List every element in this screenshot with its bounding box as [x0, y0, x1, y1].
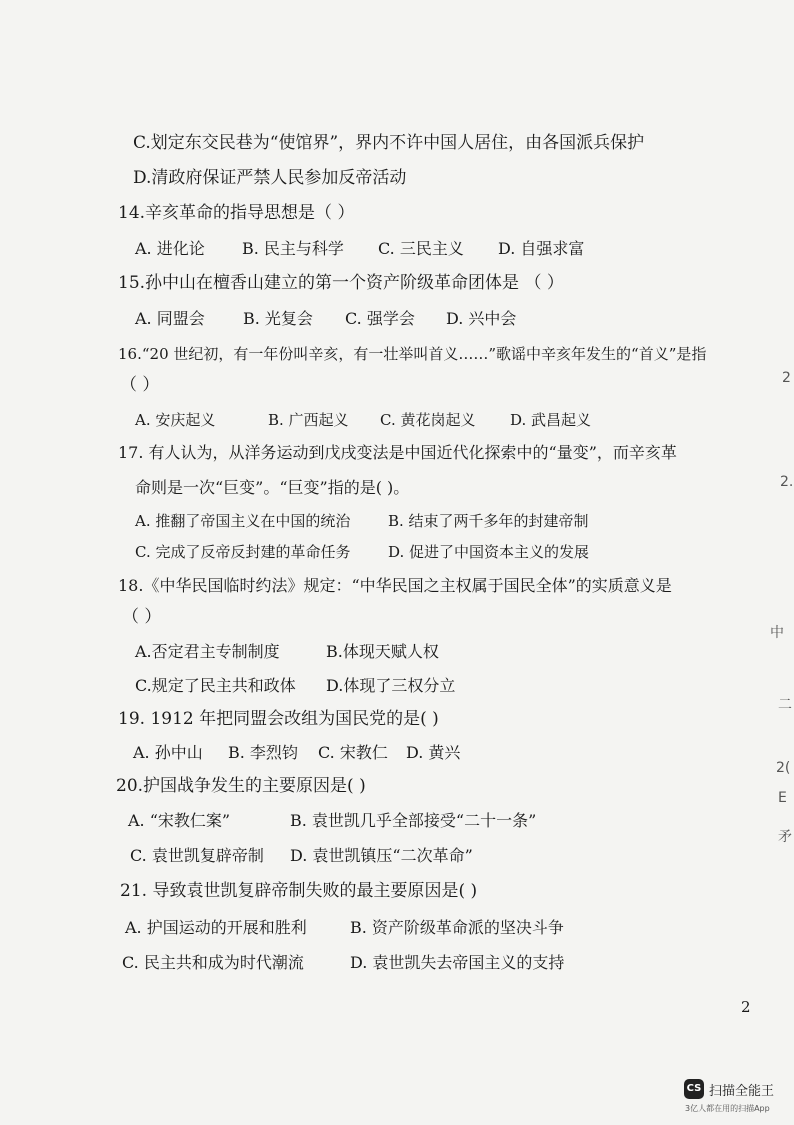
q20-option-c: C. 袁世凯复辟帝制 [130, 846, 264, 865]
q13-option-d: D.清政府保证严禁人民参加反帝活动 [133, 168, 407, 188]
q15-option-d: D. 兴中会 [446, 309, 517, 328]
q21-stem: 21. 导致袁世凯复辟帝制失败的最主要原因是( ) [120, 881, 478, 901]
edge-mark: 2 [782, 370, 791, 386]
q16-option-d: D. 武昌起义 [510, 411, 592, 429]
q14-option-a: A. 进化论 [135, 239, 205, 258]
q21-option-b: B. 资产阶级革命派的坚决斗争 [350, 918, 564, 937]
q14-option-d: D. 自强求富 [498, 239, 585, 258]
q14-option-b: B. 民主与科学 [242, 239, 344, 258]
q18-option-c: C.规定了民主共和政体 [135, 676, 296, 695]
q20-option-b: B. 袁世凯几乎全部接受“二十一条” [290, 811, 537, 830]
q16-option-c: C. 黄花岗起义 [380, 411, 476, 429]
scanner-watermark [684, 1079, 790, 1117]
watermark-subtitle: 3亿人都在用的扫描App [685, 1104, 770, 1113]
q16-option-a: A. 安庆起义 [135, 411, 216, 429]
edge-mark: E [778, 790, 787, 806]
edge-mark: 二 [778, 697, 792, 713]
q21-option-a: A. 护国运动的开展和胜利 [125, 918, 307, 937]
edge-mark: 中 [770, 625, 784, 641]
q17-stem-line2: 命则是一次“巨变”。“巨变”指的是( )。 [135, 478, 410, 497]
q14-option-c: C. 三民主义 [378, 239, 464, 258]
q20-stem: 20.护国战争发生的主要原因是( ) [116, 776, 366, 796]
cs-logo-icon: CS [684, 1079, 704, 1099]
q19-option-b: B. 李烈钧 [228, 743, 298, 762]
q17-option-d: D. 促进了中国资本主义的发展 [388, 543, 590, 561]
edge-mark: 矛 [778, 829, 792, 845]
q19-stem: 19. 1912 年把同盟会改组为国民党的是( ) [118, 709, 439, 729]
edge-mark: 2. [780, 474, 794, 490]
q17-option-b: B. 结束了两千多年的封建帝制 [388, 512, 589, 530]
q15-stem: 15.孙中山在檀香山建立的第一个资产阶级革命团体是 （ ） [118, 273, 564, 293]
watermark-title: 扫描全能王 [709, 1084, 775, 1099]
q19-option-c: C. 宋教仁 [318, 743, 388, 762]
q14-stem: 14.辛亥革命的指导思想是（ ） [118, 203, 355, 223]
q17-stem-line1: 17. 有人认为，从洋务运动到戊戌变法是中国近代化探索中的“量变”，而辛亥革 [118, 443, 677, 462]
q21-option-c: C. 民主共和成为时代潮流 [122, 953, 304, 972]
page-number: 2 [741, 998, 751, 1016]
q15-option-c: C. 强学会 [345, 309, 415, 328]
q20-option-d: D. 袁世凯镇压“二次革命” [290, 846, 473, 865]
q16-option-b: B. 广西起义 [268, 411, 349, 429]
q16-stem-line1: 16.“20 世纪初，有一年份叫辛亥，有一壮举叫首义……”歌谣中辛亥年发生的“首义”是指 [118, 345, 707, 363]
edge-mark: 2( [776, 760, 791, 776]
q18-stem-line2: （ ） [122, 607, 162, 627]
q13-option-c: C.划定东交民巷为“使馆界”，界内不许中国人居住，由各国派兵保护 [133, 133, 645, 153]
q16-stem-line2: （ ） [120, 375, 160, 395]
q18-option-d: D.体现了三权分立 [326, 676, 456, 695]
q19-option-d: D. 黄兴 [406, 743, 461, 762]
q17-option-a: A. 推翻了帝国主义在中国的统治 [135, 512, 351, 530]
q17-option-c: C. 完成了反帝反封建的革命任务 [135, 543, 351, 561]
q15-option-b: B. 光复会 [243, 309, 313, 328]
q18-option-b: B.体现天赋人权 [326, 642, 439, 661]
q19-option-a: A. 孙中山 [133, 743, 203, 762]
q18-stem-line1: 18.《中华民国临时约法》规定：“中华民国之主权属于国民全体”的实质意义是 [118, 576, 672, 595]
q15-option-a: A. 同盟会 [135, 309, 205, 328]
q18-option-a: A.否定君主专制制度 [135, 642, 280, 661]
q20-option-a: A. “宋教仁案” [128, 811, 231, 830]
q21-option-d: D. 袁世凯失去帝国主义的支持 [350, 953, 565, 972]
